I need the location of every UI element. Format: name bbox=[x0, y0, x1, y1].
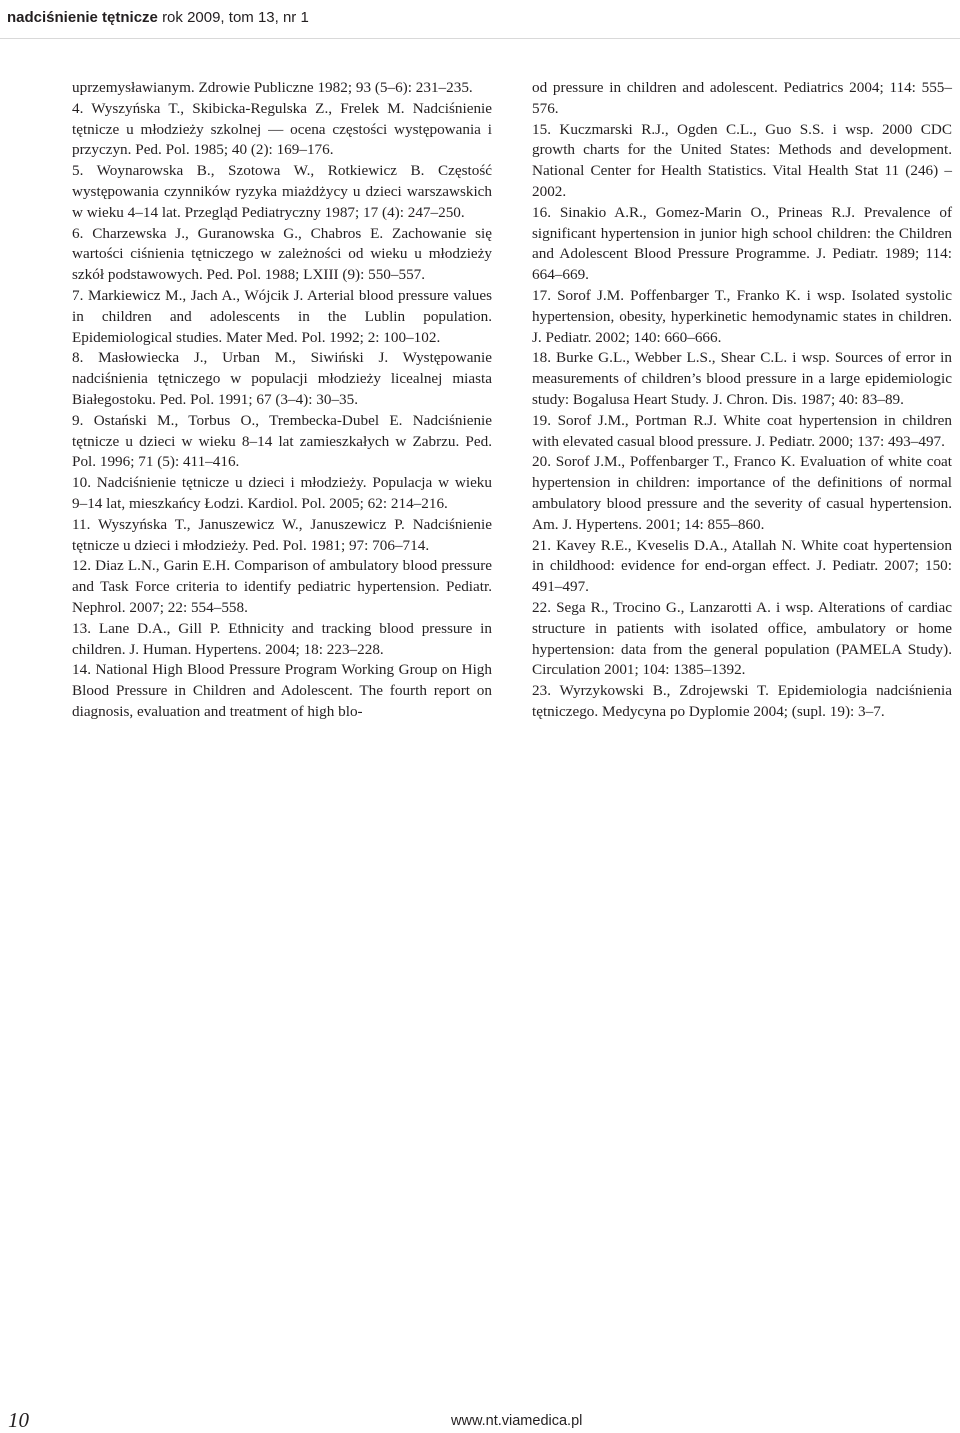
journal-name: nadciśnienie tętnicze bbox=[7, 9, 158, 26]
references-right-column bbox=[532, 78, 952, 723]
reference-item: 17. Sorof J.M. Poffenbarger T., Franko K. i wsp. Isolated systolic hypertension, obesity, hyperkinetic hemodynamic states in children. J. Pediatr. 2002; 140: 660–666. bbox=[532, 286, 952, 346]
reference-item: 15. Kuczmarski R.J., Ogden C.L., Guo S.S. i wsp. 2000 CDC growth charts for the United States: Methods and development. National Center for Health Statistics. Vital Health Stat 11 (246) –2002. bbox=[532, 120, 952, 200]
reference-item: 8. Masłowiecka J., Urban M., Siwiński J. Występowanie nadciśnienia tętniczego w populacji młodzieży licealnej miasta Białegostoku. Ped. Pol. 1991; 67 (3–4): 30–35. bbox=[72, 349, 492, 408]
reference-item: 22. Sega R., Trocino G., Lanzarotti A. i wsp. Alterations of cardiac structure in patients with isolated office, ambulatory or home hypertension: data from the general population (PAMELA Study). Circulation 2001; 104: 1385–1392. bbox=[532, 598, 952, 679]
issue-info: rok 2009, tom 13, nr 1 bbox=[162, 9, 309, 26]
reference-item: 19. Sorof J.M., Portman R.J. White coat hypertension in children with elevated casual blood pressure. J. Pediatr. 2000; 137: 493–497. bbox=[532, 411, 952, 450]
journal-url: www.nt.viamedica.pl bbox=[451, 1413, 583, 1429]
reference-item: 20. Sorof J.M., Poffenbarger T., Franco K. Evaluation of white coat hypertension in children: importance of the definitions of normal ambulatory blood pressure and the severity of casual hypertension. Am. J. Hypertens. 2001; 14: 855–860. bbox=[532, 453, 952, 533]
reference-item: 11. Wyszyńska T., Januszewicz W., Januszewicz P. Nadciśnienie tętnicze u dzieci i młodzieży. Ped. Pol. 1981; 97: 706–714. bbox=[72, 515, 492, 554]
reference-item: 16. Sinakio A.R., Gomez-Marin O., Prineas R.J. Prevalence of significant hypertension in junior high school children: the Children and Adolescent Blood Pressure Programme. J. Pediatr. 1989; 114: 664–669. bbox=[532, 203, 952, 284]
reference-item: 12. Diaz L.N., Garin E.H. Comparison of ambulatory blood pressure and Task Force criteria to identify pediatric hypertension. Pediatr. Nephrol. 2007; 22: 554–558. bbox=[72, 557, 492, 616]
reference-item: 13. Lane D.A., Gill P. Ethnicity and tracking blood pressure in children. J. Human. Hypertens. 2004; 18: 223–228. bbox=[72, 619, 492, 658]
reference-item: 10. Nadciśnienie tętnicze u dzieci i młodzieży. Populacja w wieku 9–14 lat, mieszkańcy Łodzi. Kardiol. Pol. 2005; 62: 214–216. bbox=[72, 474, 492, 512]
running-header bbox=[0, 0, 960, 39]
reference-item: 5. Woynarowska B., Szotowa W., Rotkiewicz B. Częstość występowania czynników ryzyka miażdżycy u dzieci warszawskich w wieku 4–14 lat. Przegląd Pediatryczny 1987; 17 (4): 247–250. bbox=[72, 162, 492, 221]
reference-item: 9. Ostański M., Torbus O., Trembecka-Dubel E. Nadciśnienie tętnicze u dzieci w wieku 8–14 lat zamieszkałych w Zabrzu. Ped. Pol. 1996; 71 (5): 411–416. bbox=[72, 411, 492, 471]
reference-item: 23. Wyrzykowski B., Zdrojewski T. Epidemiologia nadciśnienia tętniczego. Medycyna po Dyplomie 2004; (supl. 19): 3–7. bbox=[532, 682, 952, 720]
reference-item: 7. Markiewicz M., Jach A., Wójcik J. Arterial blood pressure values in children and adolescents in the Lublin population. Epidemiological studies. Mater Med. Pol. 1992; 2: 100–102. bbox=[72, 286, 492, 346]
references-left-column bbox=[72, 78, 492, 723]
reference-item: od pressure in children and adolescent. Pediatrics 2004; 114: 555–576. bbox=[532, 79, 952, 117]
reference-item: 18. Burke G.L., Webber L.S., Shear C.L. i wsp. Sources of error in measurements of children’s blood pressure in a large epidemiologic study: Bogalusa Heart Study. J. Chron. Dis. 1987; 40: 83–89. bbox=[532, 349, 952, 408]
reference-item: 6. Charzewska J., Guranowska G., Chabros E. Zachowanie się wartości ciśnienia tętniczego w zależności od wieku u młodzieży szkół podstawowych. Ped. Pol. 1988; LXIII (9): 550–557. bbox=[72, 224, 492, 284]
reference-item: 21. Kavey R.E., Kveselis D.A., Atallah N. White coat hypertension in childhood: evidence for end-organ effect. J. Pediatr. 2007; 150: 491–497. bbox=[532, 536, 952, 596]
reference-item: uprzemysławianym. Zdrowie Publiczne 1982; 93 (5–6): 231–235. bbox=[72, 79, 473, 96]
running-header-text bbox=[7, 9, 309, 26]
reference-item: 14. National High Blood Pressure Program Working Group on High Blood Pressure in Children and Adolescent. The fourth report on diagnosis, evaluation and treatment of high blo- bbox=[72, 661, 492, 720]
reference-item: 4. Wyszyńska T., Skibicka-Regulska Z., Frelek M. Nadciśnienie tętnicze u młodzieży szkolnej — ocena częstości występowania i przyczyn. Ped. Pol. 1985; 40 (2): 169–176. bbox=[72, 99, 492, 159]
page-number: 10 bbox=[8, 1408, 29, 1432]
